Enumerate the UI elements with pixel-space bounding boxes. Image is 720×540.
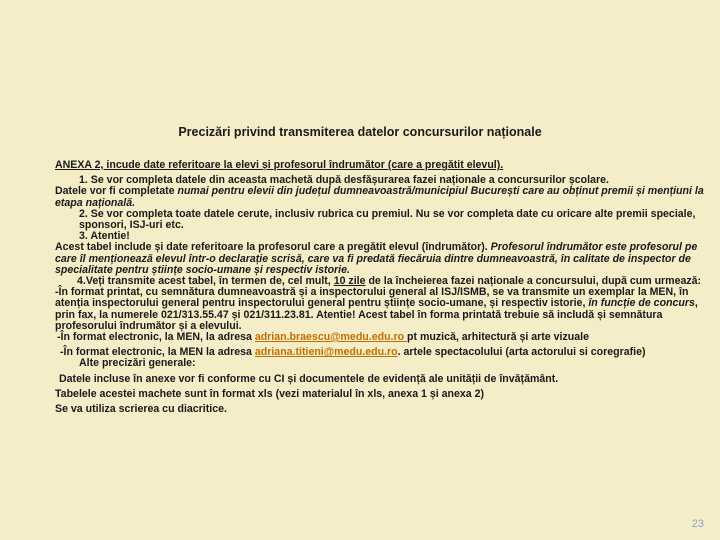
email-link-braescu[interactable]: adrian.braescu@medu.edu.ro: [254, 331, 408, 344]
electronic-format-2-tail: . artele spectacolului (arta actorului si coregrafie): [397, 346, 646, 359]
item-2: 2. Se vor completa toate datele cerute, inclusiv rubrica cu premiul. Nu se vor completa date cu oricare alte premii speciale, sponsori, ISJ-uri etc.: [79, 207, 696, 232]
annex-2-line: ANEXA 2, incude date referitoare la elevi și profesorul îndrumător (care a pregătit elevul).: [55, 159, 504, 171]
item-4-days: 10 zile: [333, 275, 366, 288]
printed-format-tail: , prin fax, la numerele 021/313.55.47 și 021/311.23.81. Atentie! Acest tabel în forma printată trebuie să includă și semnătura profesorului îndrumător și a elevului.: [55, 297, 698, 332]
printed-format-italic: în funcție de concurs: [588, 297, 695, 310]
teacher-note: [55, 242, 709, 276]
item-4-lead: 4.Veți transmite acest tabel, în termen de, cel mult,: [77, 275, 334, 288]
page-number: 23: [691, 518, 704, 530]
item-3: 3. Atentie!: [79, 230, 130, 243]
electronic-format-1: [55, 332, 709, 343]
general-note-3: Se va utiliza scrierea cu diacritice.: [55, 403, 227, 416]
complete-note-lead: Datele vor fi completate: [55, 185, 178, 198]
electronic-format-2-lead: -În format electronic, la MEN la adresa: [60, 346, 255, 359]
item-1: 1. Se vor completa datele din aceasta machetă după desfășurarea fazei naționale a concursurilor școlare.: [79, 174, 609, 187]
complete-note-italic: numai pentru elevii din județul dumneavoastră/municipiul București care au obținut premii și mențiuni la etapa națională.: [55, 185, 704, 209]
general-notes-heading: Alte precizări generale:: [79, 357, 196, 370]
email-link-titieni[interactable]: adriana.titieni@medu.edu.ro: [254, 346, 398, 359]
printed-format-lead: -În format printat, cu semnătura dumneavoastră și a inspectorului general al ISJ/ISMB, se va transmite un exemplar la MEN, în atenția inspectorului general pentru inspectorului general pentru științe socio-umane, și respectiv istorie,: [55, 286, 689, 310]
slide-body: [55, 160, 709, 415]
item-4-tail: de la încheierea fazei naționale a concursului, după cum urmează:: [365, 275, 702, 288]
teacher-note-italic: Profesorul îndrumător este profesorul pe care îl menționează elevul într-o declarație scrisă, care va fi predată fiecăruia dintre dumneavoastră, în calitate de inspector de specialitate pentru științe socio-umane și respectiv istorie.: [55, 241, 698, 276]
electronic-format-1-lead: -În format electronic, la MEN, la adresa: [57, 331, 255, 344]
electronic-format-1-tail: pt muzică, arhitectură și arte vizuale: [407, 331, 589, 344]
slide-title: Precizări privind transmiterea datelor concursurilor naționale: [178, 125, 542, 139]
printed-format-note: [55, 287, 709, 332]
teacher-note-lead: Acest tabel include și date referitoare la profesorul care a pregătit elevul (îndrumător).: [55, 241, 491, 254]
general-note-1: Datele incluse în anexe vor fi conforme cu CI și documentele de evidență ale unității de învățământ.: [59, 372, 559, 385]
general-note-2: Tabelele acestei machete sunt în format xls (vezi materialul în xls, anexa 1 și anexa 2): [55, 387, 485, 400]
complete-note: [55, 186, 709, 208]
